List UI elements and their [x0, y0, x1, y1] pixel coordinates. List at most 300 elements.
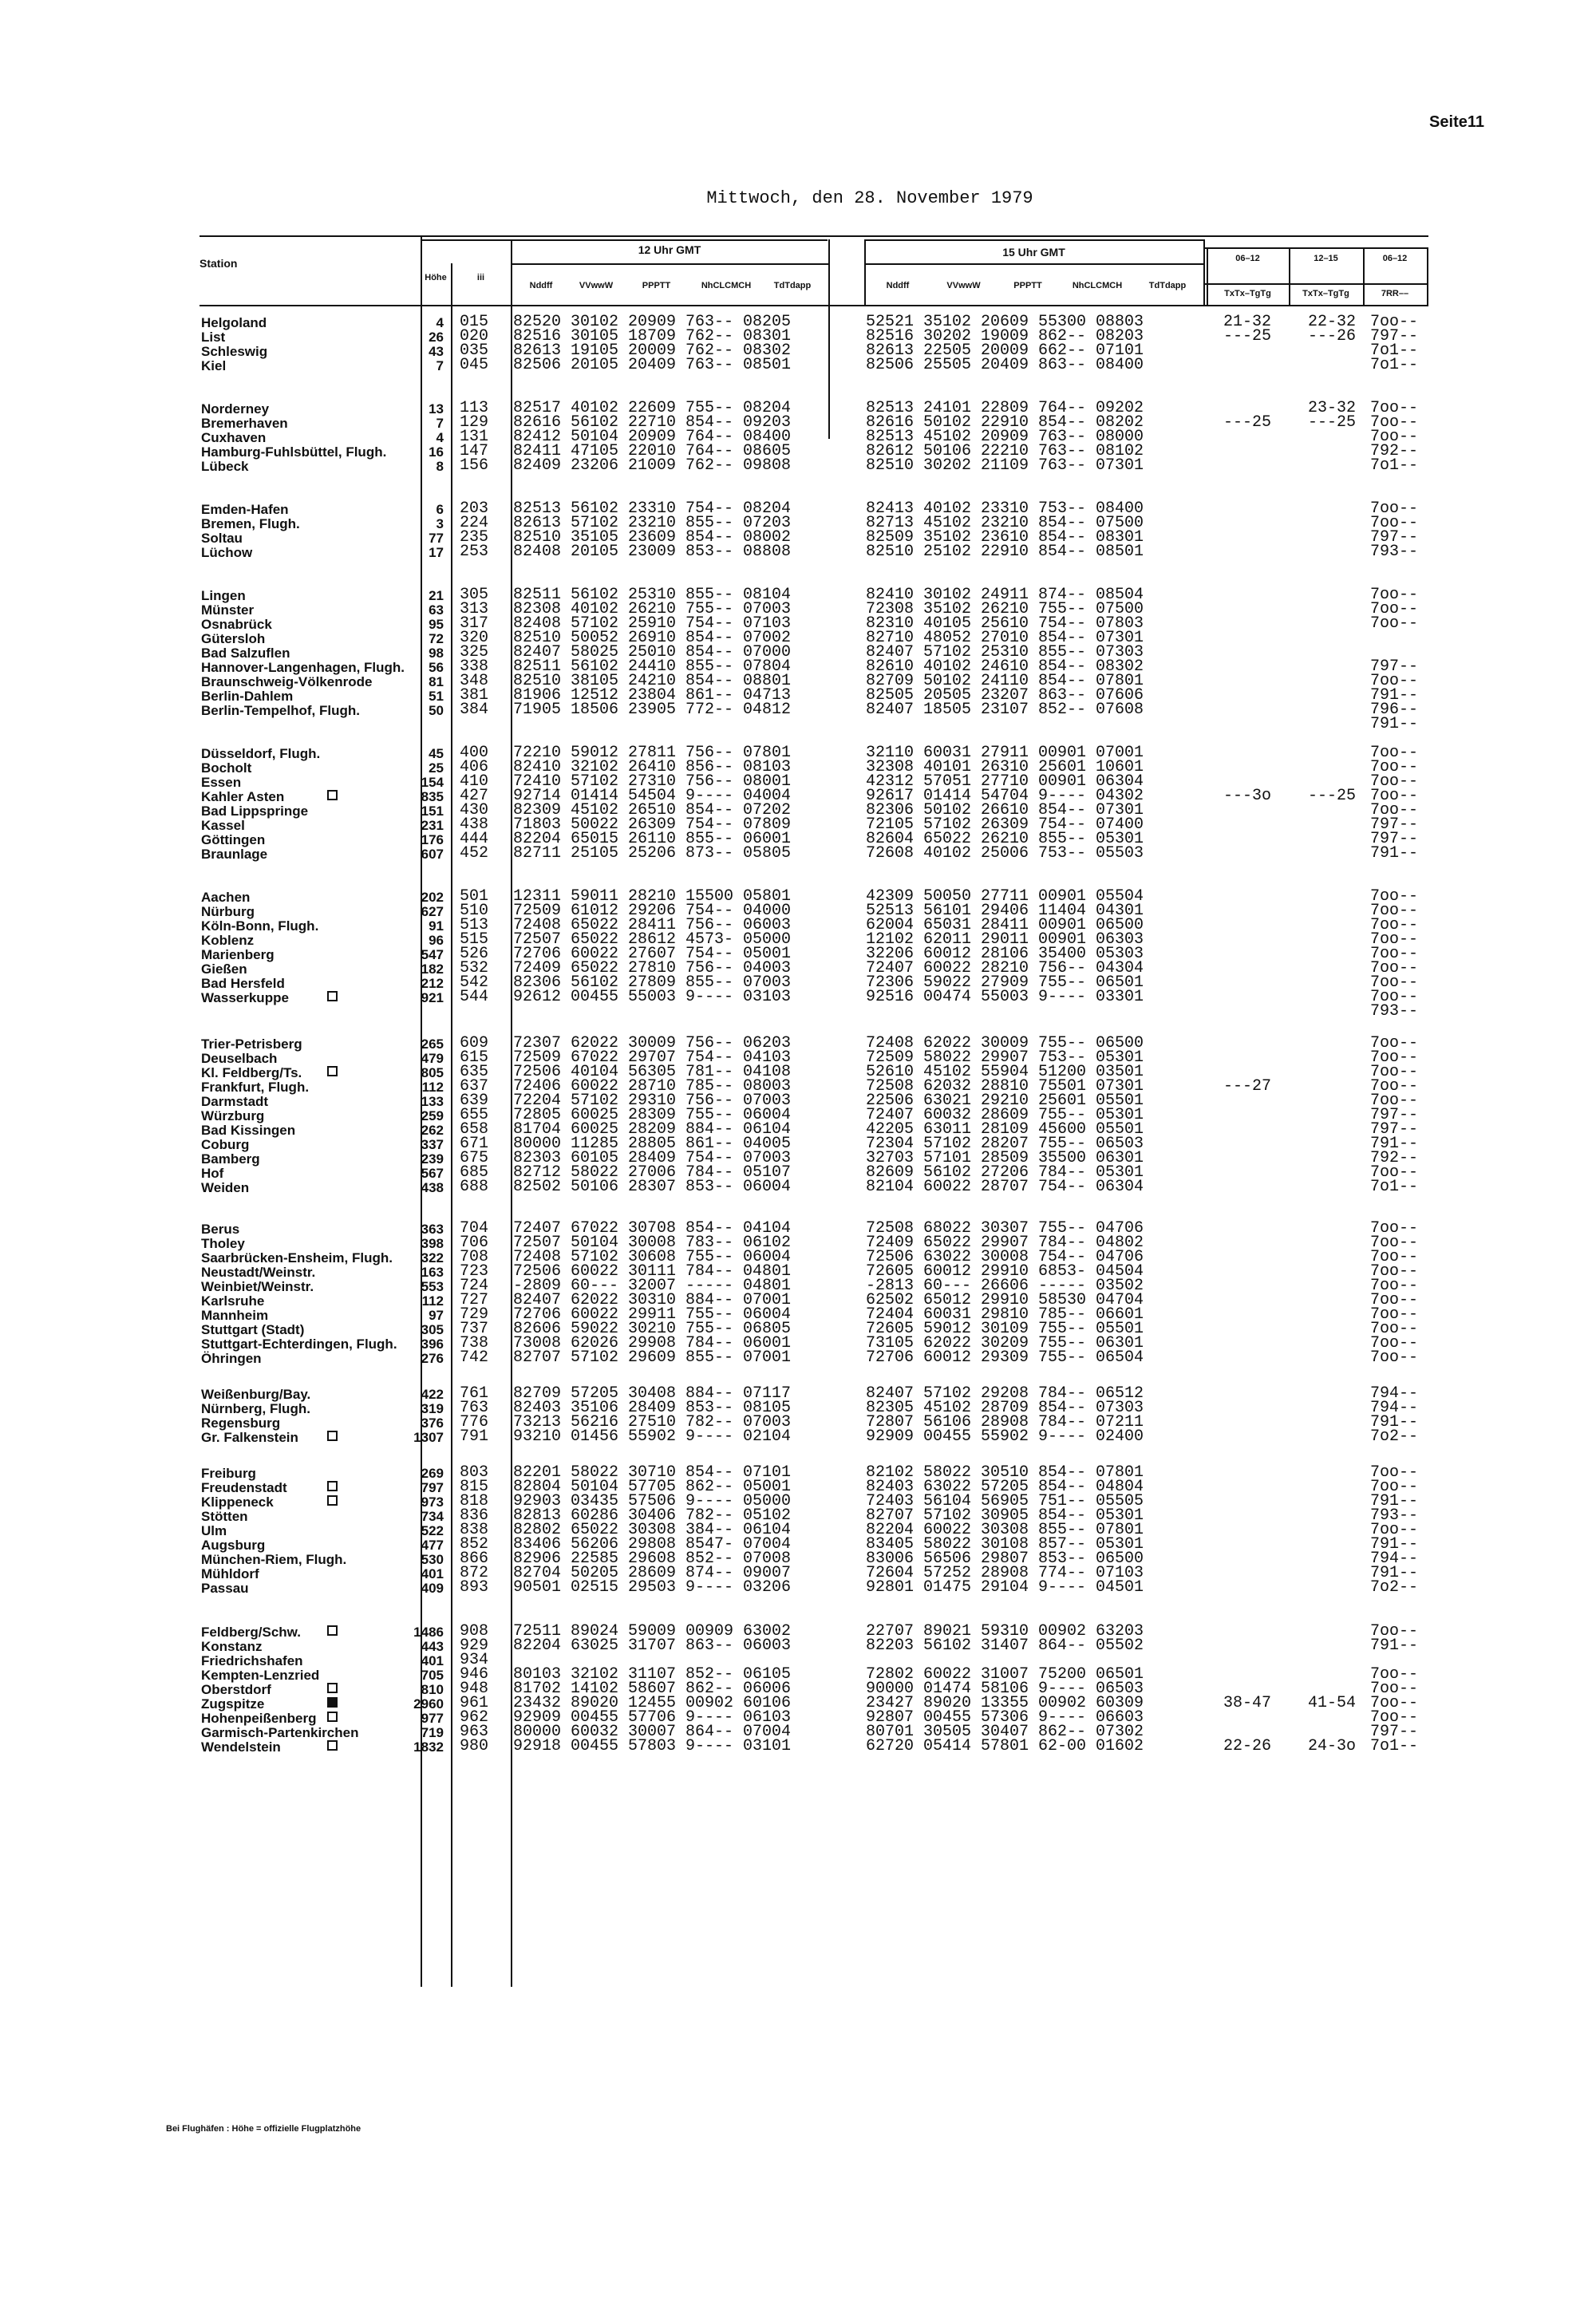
mountain-station-square-icon: [327, 1740, 338, 1751]
station-index: 727: [460, 1291, 489, 1309]
obs-12-utc: 71803 50022 26309 754-- 07809: [513, 815, 792, 834]
obs-15-utc: 82506 25505 20409 863-- 08400: [866, 356, 1144, 374]
group-15-top: [864, 239, 1205, 241]
station-height: 3: [436, 516, 444, 531]
temp-range-06-12: ---3o: [1223, 787, 1271, 805]
station-height: 2960: [413, 1696, 444, 1712]
obs-15-utc: 32703 57101 28509 35500 06301: [866, 1149, 1144, 1167]
precip-group: 7oo--: [1370, 1521, 1419, 1539]
obs-12-utc: 82511 56102 25310 855-- 08104: [513, 586, 792, 604]
temp-range-12-15: 23-32: [1307, 399, 1356, 417]
station-height: 607: [421, 847, 444, 862]
obs-15-utc: 22707 89021 59310 00902 63203: [866, 1622, 1144, 1641]
mountain-station-square-icon: [327, 1712, 338, 1722]
station-index: 685: [460, 1163, 489, 1182]
station-height: 337: [421, 1137, 444, 1152]
station-index: 742: [460, 1348, 489, 1367]
station-height: 56: [429, 660, 444, 675]
station-name: Kassel: [201, 818, 245, 833]
tend-sub: [1203, 283, 1428, 285]
obs-15-utc: 82510 25102 22910 854-- 08501: [866, 543, 1144, 561]
precip-group: 7oo--: [1370, 413, 1419, 432]
obs-15-utc: 82510 30202 21109 763-- 07301: [866, 456, 1144, 475]
obs-12-utc: 82802 65022 30308 384-- 06104: [513, 1521, 792, 1539]
temp-range-06-12: ---25: [1223, 413, 1271, 432]
station-name: Weißenburg/Bay.: [201, 1387, 311, 1402]
obs-12-utc: 72706 60022 29911 755-- 06004: [513, 1305, 792, 1324]
obs-15-utc: 42205 63011 28109 45600 05501: [866, 1120, 1144, 1139]
obs-12-utc: 72307 62022 30009 756-- 06203: [513, 1034, 792, 1052]
obs-12-utc: 72506 60022 30111 784-- 04801: [513, 1262, 792, 1281]
station-name: Mannheim: [201, 1308, 269, 1323]
obs-12-utc: 72408 57102 30608 755-- 06004: [513, 1248, 792, 1266]
hoehe-header: Höhe: [425, 273, 447, 282]
obs-15-utc: 72407 60032 28609 755-- 05301: [866, 1106, 1144, 1124]
obs-15-utc: 82410 30102 24911 874-- 08504: [866, 586, 1144, 604]
precip-group: 7oo--: [1370, 1092, 1419, 1110]
station-height: 547: [421, 947, 444, 962]
hdr12-col-0: Nddff: [529, 281, 553, 290]
obs-15-utc: 72508 62032 28810 75501 07301: [866, 1077, 1144, 1096]
precip-group: 7oo--: [1370, 1665, 1419, 1684]
station-name: Öhringen: [201, 1351, 262, 1366]
station-name: Stuttgart (Stadt): [201, 1322, 305, 1337]
obs-12-utc: 90501 02515 29503 9---- 03206: [513, 1578, 792, 1597]
station-name: Konstanz: [201, 1639, 263, 1654]
precip-group: 7oo--: [1370, 586, 1419, 604]
station-index: 045: [460, 356, 489, 374]
station-height: 479: [421, 1051, 444, 1066]
station-height: 522: [421, 1523, 444, 1538]
station-name: Coburg: [201, 1137, 250, 1152]
station-index: 963: [460, 1723, 489, 1741]
mountain-station-square-icon: [327, 1481, 338, 1491]
station-name: Garmisch-Partenkirchen: [201, 1725, 359, 1740]
obs-12-utc: 82906 22585 29608 852-- 07008: [513, 1550, 792, 1568]
station-index: 305: [460, 586, 489, 604]
precip-group: 794--: [1370, 1550, 1419, 1568]
group-15-right-rule: [1203, 239, 1205, 305]
precip-group: 7oo--: [1370, 514, 1419, 532]
station-name: Ulm: [201, 1523, 227, 1538]
obs-12-utc: 73213 56216 27510 782-- 07003: [513, 1413, 792, 1431]
station-index: 639: [460, 1092, 489, 1110]
station-index: 253: [460, 543, 489, 561]
obs-15-utc: 82707 57102 30905 854-- 05301: [866, 1506, 1144, 1525]
obs-12-utc: 82410 32102 26410 856-- 08103: [513, 758, 792, 776]
hdr12-col-4: TdTdapp: [773, 281, 812, 290]
station-index: 908: [460, 1622, 489, 1641]
station-height: 322: [421, 1250, 444, 1265]
obs-15-utc: 92617 01414 54704 9---- 04302: [866, 787, 1144, 805]
station-index: 815: [460, 1478, 489, 1496]
station-name: Göttingen: [201, 832, 266, 847]
table-row: [0, 715, 1596, 734]
precip-group: 7oo--: [1370, 988, 1419, 1006]
precip-group: 7oo--: [1370, 902, 1419, 920]
station-index: 729: [460, 1305, 489, 1324]
station-name: Bad Lippspringe: [201, 804, 309, 819]
obs-12-utc: 72210 59012 27811 756-- 07801: [513, 744, 792, 762]
station-height: 50: [429, 703, 444, 718]
station-height: 81: [429, 674, 444, 689]
obs-15-utc: 82407 57102 29208 784-- 06512: [866, 1384, 1144, 1403]
obs-12-utc: 82513 56102 23310 754-- 08204: [513, 499, 792, 518]
precip-group: 7oo--: [1370, 916, 1419, 934]
obs-15-utc: 72403 56104 56905 751-- 05505: [866, 1492, 1144, 1510]
obs-15-utc: 72404 60031 29810 785-- 06601: [866, 1305, 1144, 1324]
obs-12-utc: 73008 62026 29908 784-- 06001: [513, 1334, 792, 1352]
filled-square-icon: [327, 1697, 338, 1708]
obs-12-utc: 82613 57102 23210 855-- 07203: [513, 514, 792, 532]
station-index: 838: [460, 1521, 489, 1539]
tend-2-header: 12–15: [1314, 254, 1338, 263]
obs-15-utc: 80701 30505 30407 862-- 07302: [866, 1723, 1144, 1741]
station-name: Deuselbach: [201, 1051, 278, 1066]
station-index: 325: [460, 643, 489, 661]
obs-15-utc: 82204 60022 30308 855-- 07801: [866, 1521, 1144, 1539]
station-name: Weinbiet/Weinstr.: [201, 1279, 314, 1294]
obs-12-utc: 82411 47105 22010 764-- 08605: [513, 442, 792, 460]
table-header-rule: [200, 305, 1428, 306]
precip-group: 7oo--: [1370, 1034, 1419, 1052]
obs-12-utc: 72406 60022 28710 785-- 08003: [513, 1077, 792, 1096]
station-index: 893: [460, 1578, 489, 1597]
station-index: 515: [460, 930, 489, 949]
obs-12-utc: 82408 20105 23009 853-- 08808: [513, 543, 792, 561]
obs-12-utc: 82407 58025 25010 854-- 07000: [513, 643, 792, 661]
obs-15-utc: 72508 68022 30307 755-- 04706: [866, 1219, 1144, 1238]
precip-group: 797--: [1370, 1120, 1419, 1139]
precip-group: 7oo--: [1370, 1708, 1419, 1727]
station-height: 72: [429, 631, 444, 646]
obs-12-utc: 92918 00455 57803 9---- 03101: [513, 1737, 792, 1755]
obs-15-utc: 72407 60022 28210 756-- 04304: [866, 959, 1144, 977]
temp-range-06-12: 21-32: [1223, 313, 1271, 331]
obs-12-utc: 72507 65022 28612 4573- 05000: [513, 930, 792, 949]
station-name: Osnabrück: [201, 617, 272, 632]
table-row: [0, 1737, 1596, 1756]
station-index: 430: [460, 801, 489, 819]
station-name: Friedrichshafen: [201, 1653, 303, 1668]
station-name: Köln-Bonn, Flugh.: [201, 918, 319, 934]
precip-group: 7o1--: [1370, 1178, 1419, 1196]
station-index: 438: [460, 815, 489, 834]
station-name: Berlin-Tempelhof, Flugh.: [201, 703, 360, 718]
obs-15-utc: 82403 63022 57205 854-- 04804: [866, 1478, 1144, 1496]
station-index: 962: [460, 1708, 489, 1727]
station-index: 818: [460, 1492, 489, 1510]
station-index: 763: [460, 1399, 489, 1417]
station-index: 658: [460, 1120, 489, 1139]
obs-15-utc: 72608 40102 25006 753-- 05503: [866, 844, 1144, 863]
obs-15-utc: 12102 62011 29011 00901 06303: [866, 930, 1144, 949]
obs-15-utc: 82407 18505 23107 852-- 07608: [866, 701, 1144, 719]
table-row: [0, 1002, 1596, 1021]
obs-12-utc: 72509 67022 29707 754-- 04103: [513, 1048, 792, 1067]
station-height: 401: [421, 1566, 444, 1581]
obs-15-utc: 72706 60012 29309 755-- 06504: [866, 1348, 1144, 1367]
station-name: Kl. Feldberg/Ts.: [201, 1065, 302, 1080]
station-name: Freudenstadt: [201, 1480, 287, 1495]
obs-15-utc: 82613 22505 20009 662-- 07101: [866, 342, 1144, 360]
obs-15-utc: 72306 59022 27909 755-- 06501: [866, 973, 1144, 992]
precip-group: 7oo--: [1370, 772, 1419, 791]
station-name: Marienberg: [201, 947, 275, 962]
station-index: 338: [460, 657, 489, 676]
precip-group: 791--: [1370, 1564, 1419, 1582]
obs-12-utc: 92612 00455 55003 9---- 03103: [513, 988, 792, 1006]
tend-1-sub: TxTx–TgTg: [1224, 289, 1271, 298]
obs-15-utc: 62502 65012 29910 58530 04704: [866, 1291, 1144, 1309]
obs-12-utc: 82517 40102 22609 755-- 08204: [513, 399, 792, 417]
station-name: Neustadt/Weinstr.: [201, 1265, 316, 1280]
station-index: 704: [460, 1219, 489, 1238]
station-index: 675: [460, 1149, 489, 1167]
station-name: Wendelstein: [201, 1739, 281, 1755]
station-height: 98: [429, 646, 444, 661]
station-index: 015: [460, 313, 489, 331]
obs-15-utc: 82609 56102 27206 784-- 05301: [866, 1163, 1144, 1182]
obs-15-utc: 92516 00474 55003 9---- 03301: [866, 988, 1144, 1006]
precip-group: 7oo--: [1370, 801, 1419, 819]
obs-15-utc: 72409 65022 29907 784-- 04802: [866, 1234, 1144, 1252]
station-index: 852: [460, 1535, 489, 1554]
station-height: 835: [421, 789, 444, 804]
obs-12-utc: 82204 65015 26110 855-- 06001: [513, 830, 792, 848]
station-height: 1486: [413, 1625, 444, 1640]
station-height: 202: [421, 890, 444, 905]
tend-rule-4: [1427, 247, 1428, 305]
station-name: Darmstadt: [201, 1094, 269, 1109]
station-height: 133: [421, 1094, 444, 1109]
station-height: 259: [421, 1108, 444, 1123]
obs-15-utc: 52513 56101 29406 11404 04301: [866, 902, 1144, 920]
mountain-station-square-icon: [327, 1625, 338, 1636]
station-header: Station: [200, 257, 238, 270]
obs-15-utc: 82713 45102 23210 854-- 07500: [866, 514, 1144, 532]
precip-group: 7oo--: [1370, 744, 1419, 762]
obs-12-utc: 81906 12512 23804 861-- 04713: [513, 686, 792, 705]
station-index: 934: [460, 1651, 489, 1669]
station-name: Norderney: [201, 401, 270, 417]
precip-group: 792--: [1370, 1149, 1419, 1167]
obs-15-utc: 72605 59012 30109 755-- 05501: [866, 1320, 1144, 1338]
station-height: 705: [421, 1668, 444, 1683]
station-name: München-Riem, Flugh.: [201, 1552, 347, 1567]
precip-group: 7oo--: [1370, 1348, 1419, 1367]
station-name: Kempten-Lenzried: [201, 1668, 320, 1683]
obs-12-utc: 80000 11285 28805 861-- 04005: [513, 1135, 792, 1153]
temp-range-12-15: ---26: [1307, 327, 1356, 345]
precip-group: 7oo--: [1370, 758, 1419, 776]
precip-group: 7o2--: [1370, 1578, 1419, 1597]
station-height: 231: [421, 818, 444, 833]
precip-group: 791--: [1370, 1492, 1419, 1510]
station-name: Hannover-Langenhagen, Flugh.: [201, 660, 405, 675]
precip-group: 791--: [1370, 1135, 1419, 1153]
precip-group: 7oo--: [1370, 1234, 1419, 1252]
station-height: 212: [421, 976, 444, 991]
obs-15-utc: 42312 57051 27710 00901 06304: [866, 772, 1144, 791]
station-index: 513: [460, 916, 489, 934]
precip-group: 791--: [1370, 715, 1419, 733]
station-height: 77: [429, 531, 444, 546]
tend-top: [1203, 247, 1428, 249]
precip-group: 797--: [1370, 815, 1419, 834]
precip-group: 7oo--: [1370, 787, 1419, 805]
hdr15-col-4: TdTdapp: [1148, 281, 1187, 290]
precip-group: 7oo--: [1370, 499, 1419, 518]
station-height: 25: [429, 760, 444, 776]
obs-15-utc: 42309 50050 27711 00901 05504: [866, 887, 1144, 906]
obs-15-utc: 62720 05414 57801 62-00 01602: [866, 1737, 1144, 1755]
station-name: Berlin-Dahlem: [201, 689, 294, 704]
station-name: Bad Kissingen: [201, 1123, 296, 1138]
obs-12-utc: 72506 40104 56305 781-- 04108: [513, 1063, 792, 1081]
station-index: 510: [460, 902, 489, 920]
obs-12-utc: 82306 56102 27809 855-- 07003: [513, 973, 792, 992]
obs-12-utc: 72410 57102 27310 756-- 08001: [513, 772, 792, 791]
obs-15-utc: 82513 45102 20909 763-- 08000: [866, 428, 1144, 446]
station-name: Düsseldorf, Flugh.: [201, 746, 321, 761]
station-index: 929: [460, 1637, 489, 1655]
station-height: 6: [436, 502, 444, 517]
station-name: Mühldorf: [201, 1566, 259, 1581]
station-name: Weiden: [201, 1180, 250, 1195]
station-name: Kiel: [201, 358, 227, 373]
station-name: Lüchow: [201, 545, 253, 560]
station-height: 319: [421, 1401, 444, 1416]
obs-12-utc: 80000 60032 30007 864-- 07004: [513, 1723, 792, 1741]
obs-15-utc: 52610 45102 55904 51200 03501: [866, 1063, 1144, 1081]
precip-group: 7oo--: [1370, 1320, 1419, 1338]
station-name: Cuxhaven: [201, 430, 267, 445]
hdr12-col-2: PPPTT: [642, 281, 671, 290]
precip-group: 7oo--: [1370, 1305, 1419, 1324]
station-index: 113: [460, 399, 489, 417]
station-name: Lübeck: [201, 459, 249, 474]
precip-group: 7oo--: [1370, 1334, 1419, 1352]
station-name: Freiburg: [201, 1466, 256, 1481]
station-index: 156: [460, 456, 489, 475]
station-height: 95: [429, 617, 444, 632]
station-name: Trier-Petrisberg: [201, 1036, 302, 1052]
station-name: Stuttgart-Echterdingen, Flugh.: [201, 1337, 397, 1352]
precip-group: 791--: [1370, 1413, 1419, 1431]
station-height: 567: [421, 1166, 444, 1181]
obs-12-utc: 82510 50052 26910 854-- 07002: [513, 629, 792, 647]
page-number: Seite11: [1429, 113, 1484, 131]
station-name: Gr. Falkenstein: [201, 1430, 298, 1445]
station-name: Bad Hersfeld: [201, 976, 285, 991]
station-height: 91: [429, 918, 444, 934]
station-height: 276: [421, 1351, 444, 1366]
obs-15-utc: 82509 35102 23610 854-- 08301: [866, 528, 1144, 547]
mountain-station-square-icon: [327, 1066, 338, 1076]
precip-group: 7oo--: [1370, 600, 1419, 618]
obs-15-utc: 32308 40101 26310 25601 10601: [866, 758, 1144, 776]
obs-15-utc: 22506 63021 29210 25601 05501: [866, 1092, 1144, 1110]
station-name: List: [201, 330, 226, 345]
station-name: Bamberg: [201, 1151, 260, 1167]
obs-15-utc: 32110 60031 27911 00901 07001: [866, 744, 1144, 762]
tend-2-sub: TxTx–TgTg: [1302, 289, 1349, 298]
obs-15-utc: 82413 40102 23310 753-- 08400: [866, 499, 1144, 518]
page-date: Mittwoch, den 28. November 1979: [706, 188, 1033, 208]
station-index: 866: [460, 1550, 489, 1568]
station-index: 410: [460, 772, 489, 791]
hdr15-col-1: VVwwW: [946, 281, 981, 290]
table-row: [0, 356, 1596, 375]
obs-12-utc: 82407 62022 30310 884-- 07001: [513, 1291, 792, 1309]
temp-range-12-15: ---25: [1307, 413, 1356, 432]
obs-15-utc: 82513 24101 22809 764-- 09202: [866, 399, 1144, 417]
obs-12-utc: 92909 00455 57706 9---- 06103: [513, 1708, 792, 1727]
station-height: 151: [421, 804, 444, 819]
precip-group: 7oo--: [1370, 1291, 1419, 1309]
obs-12-utc: 82506 20105 20409 763-- 08501: [513, 356, 792, 374]
precip-group: 7oo--: [1370, 428, 1419, 446]
precip-group: 797--: [1370, 327, 1419, 345]
station-name: Braunschweig-Völkenrode: [201, 674, 373, 689]
station-height: 553: [421, 1279, 444, 1294]
obs-12-utc: 82412 50104 20909 764-- 08400: [513, 428, 792, 446]
obs-15-utc: 52521 35102 20609 55300 08803: [866, 313, 1144, 331]
station-index: 980: [460, 1737, 489, 1755]
station-index: 637: [460, 1077, 489, 1096]
station-height: 376: [421, 1416, 444, 1431]
station-height: 409: [421, 1581, 444, 1596]
table-row: [0, 456, 1596, 476]
station-name: Gießen: [201, 961, 247, 977]
station-height: 97: [429, 1308, 444, 1323]
obs-15-utc: 72509 58022 29907 753-- 05301: [866, 1048, 1144, 1067]
obs-12-utc: 72706 60022 27607 754-- 05001: [513, 945, 792, 963]
station-height: 401: [421, 1653, 444, 1668]
station-index: 761: [460, 1384, 489, 1403]
precip-group: 797--: [1370, 1723, 1419, 1741]
group-12-top: [421, 239, 828, 241]
precip-group: 7oo--: [1370, 399, 1419, 417]
obs-15-utc: 83006 56506 29807 853-- 06500: [866, 1550, 1144, 1568]
station-index: 872: [460, 1564, 489, 1582]
precip-group: 7oo--: [1370, 1262, 1419, 1281]
station-index: 671: [460, 1135, 489, 1153]
temp-range-06-12: ---27: [1223, 1077, 1271, 1096]
obs-12-utc: 82712 58022 27006 784-- 05107: [513, 1163, 792, 1182]
station-name: Nürnberg, Flugh.: [201, 1401, 310, 1416]
station-height: 305: [421, 1322, 444, 1337]
station-index: 501: [460, 887, 489, 906]
station-index: 526: [460, 945, 489, 963]
station-index: 738: [460, 1334, 489, 1352]
station-index: 427: [460, 787, 489, 805]
station-height: 265: [421, 1036, 444, 1052]
precip-group: 7oo--: [1370, 1478, 1419, 1496]
station-name: Berus: [201, 1222, 240, 1237]
station-name: Aachen: [201, 890, 251, 905]
obs-12-utc: 82516 30105 18709 762-- 08301: [513, 327, 792, 345]
station-index: 803: [460, 1463, 489, 1482]
obs-15-utc: 72604 57252 28908 774-- 07103: [866, 1564, 1144, 1582]
station-index: 791: [460, 1427, 489, 1446]
obs-12-utc: 82613 19105 20009 762-- 08302: [513, 342, 792, 360]
precip-group: 792--: [1370, 442, 1419, 460]
obs-15-utc: 92807 00455 57306 9---- 06603: [866, 1708, 1144, 1727]
hdr15-col-0: Nddff: [886, 281, 910, 290]
obs-12-utc: 82510 38105 24210 854-- 08801: [513, 672, 792, 690]
